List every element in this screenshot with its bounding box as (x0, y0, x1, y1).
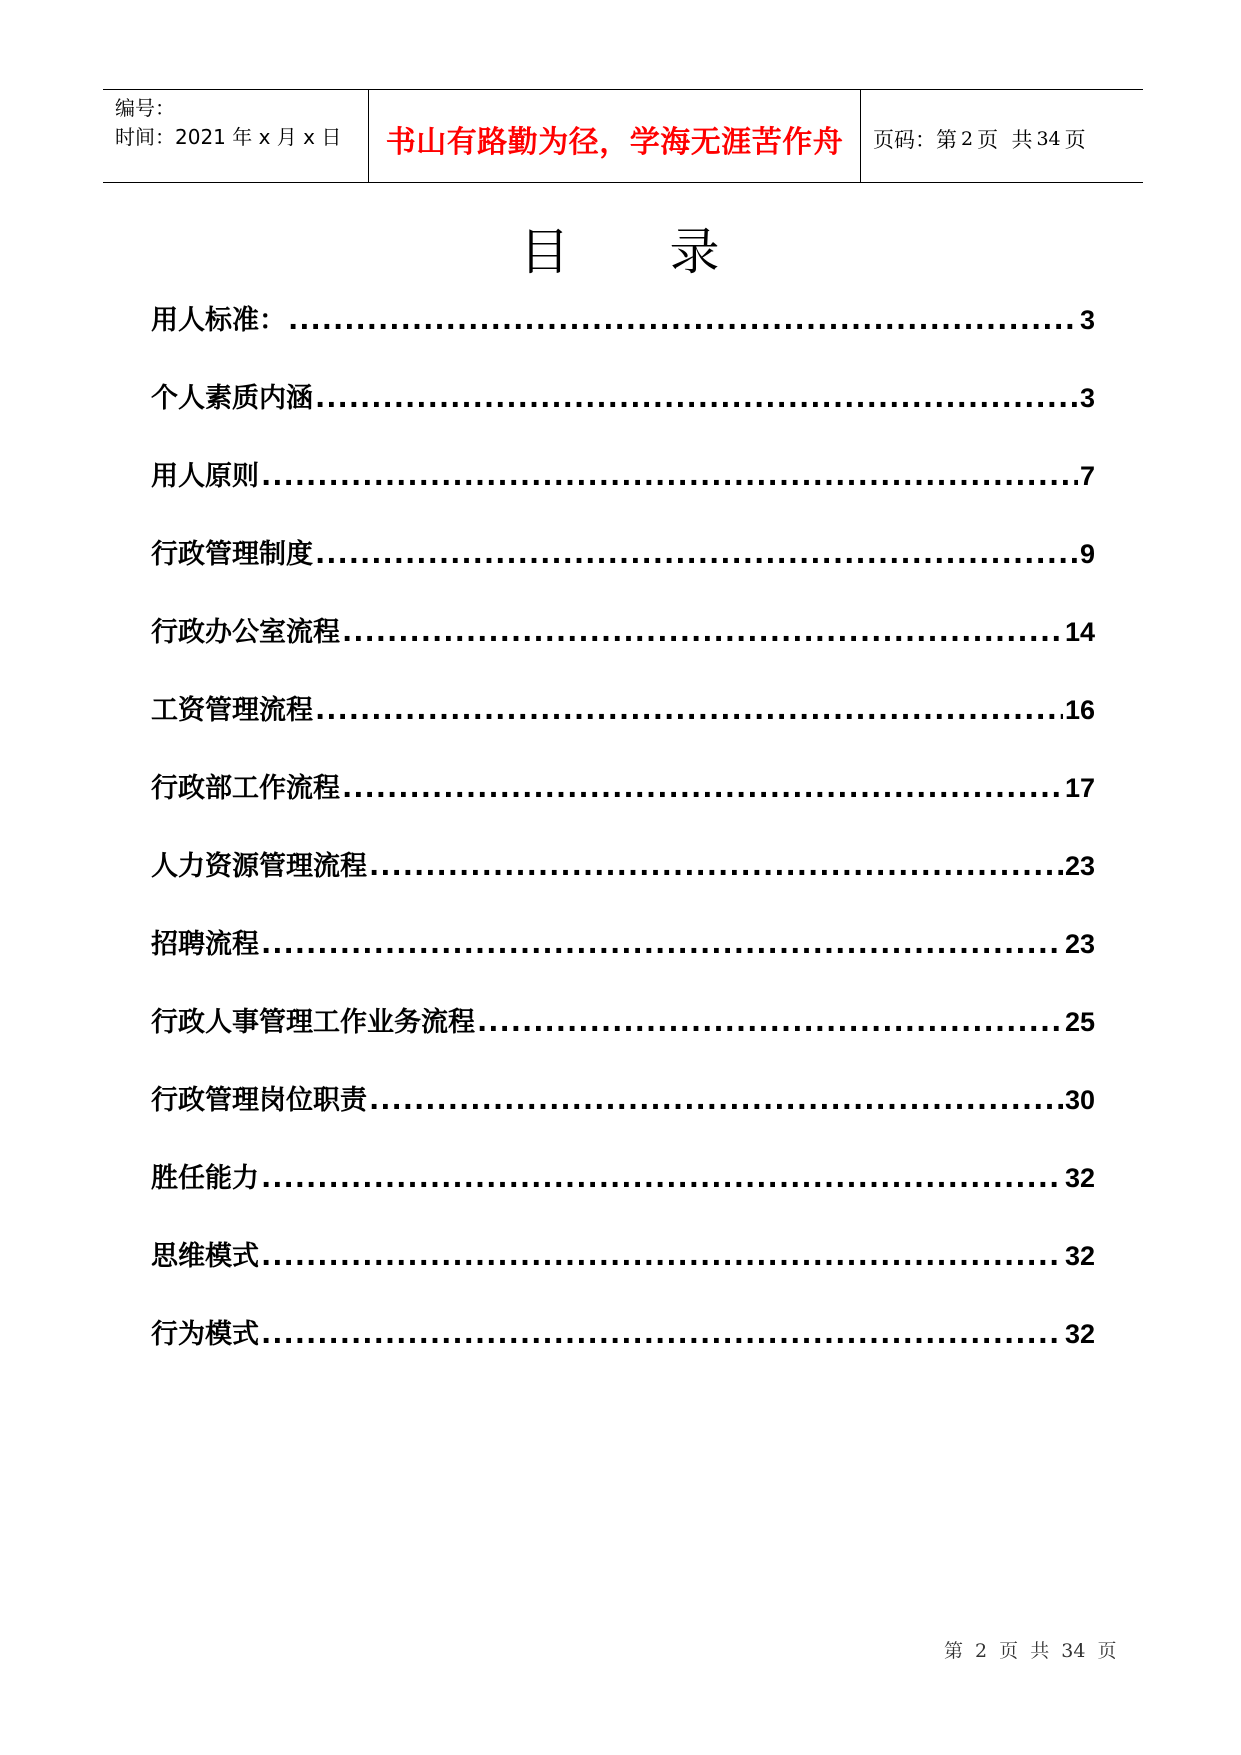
toc-entry-page-number: 30 (1064, 1085, 1095, 1115)
toc-dot-leader (261, 925, 1063, 965)
toc-dot-leader (315, 379, 1078, 419)
toc-entry-label: 行为模式 (151, 1319, 259, 1350)
toc-entry-page-number: 9 (1079, 539, 1095, 569)
toc-entry-label: 思维模式 (151, 1241, 259, 1272)
toc-entry[interactable] (151, 612, 1095, 690)
pager-total-pages: 34 (1036, 128, 1061, 150)
toc-entry[interactable] (151, 1236, 1095, 1314)
toc-entry-page-number: 32 (1064, 1319, 1095, 1349)
pager-mid: 页 共 (977, 128, 1033, 152)
toc-entry-label: 招聘流程 (151, 929, 259, 960)
toc-entry-label: 个人素质内涵 (151, 383, 313, 414)
toc-dot-leader (477, 1003, 1063, 1043)
toc-entry[interactable] (151, 1080, 1095, 1158)
toc-entry-page-number: 23 (1064, 851, 1095, 881)
page-header (103, 89, 1143, 183)
toc-dot-leader (261, 1159, 1063, 1199)
toc-title (0, 212, 1241, 284)
table-of-contents (151, 300, 1095, 1392)
toc-entry-label: 行政部工作流程 (151, 773, 340, 804)
toc-entry-label: 胜任能力 (151, 1163, 259, 1194)
toc-dot-leader (261, 1315, 1063, 1355)
toc-entry-label: 行政管理制度 (151, 539, 313, 570)
toc-entry-page-number: 3 (1079, 383, 1095, 413)
toc-entry[interactable] (151, 768, 1095, 846)
toc-dot-leader (315, 535, 1078, 575)
toc-entry-label: 行政管理岗位职责 (151, 1085, 367, 1116)
toc-entry[interactable] (151, 690, 1095, 768)
pager-suffix: 页 (1064, 128, 1086, 152)
toc-dot-leader (261, 457, 1078, 497)
toc-entry-page-number: 32 (1064, 1241, 1095, 1271)
header-info-cell (103, 90, 369, 182)
toc-entry-page-number: 25 (1064, 1007, 1095, 1037)
toc-dot-leader (261, 1237, 1063, 1277)
toc-title-char-2: 录 (669, 223, 722, 281)
page-footer: 第 2 页 共 34 页 (944, 1640, 1117, 1662)
toc-entry-label: 人力资源管理流程 (151, 851, 367, 882)
toc-entry[interactable] (151, 378, 1095, 456)
toc-dot-leader (342, 613, 1063, 653)
toc-entry-page-number: 32 (1064, 1163, 1095, 1193)
toc-entry[interactable] (151, 924, 1095, 1002)
toc-entry-label: 行政人事管理工作业务流程 (151, 1007, 475, 1038)
toc-entry-label: 用人标准： (151, 305, 286, 336)
pager-current-page: 2 (961, 128, 974, 150)
toc-entry[interactable] (151, 846, 1095, 924)
toc-entry[interactable] (151, 1314, 1095, 1392)
serial-number-label: 编号： (115, 96, 175, 120)
toc-entry-page-number: 23 (1064, 929, 1095, 959)
toc-entry-page-number: 14 (1064, 617, 1095, 647)
pager-prefix: 页码：第 (873, 128, 957, 152)
toc-entry-page-number: 3 (1079, 305, 1095, 335)
toc-title-char-1: 目 (519, 223, 572, 281)
date-text: 时间：2021 年 x 月 x 日 (115, 125, 342, 149)
toc-entry[interactable] (151, 1158, 1095, 1236)
toc-dot-leader (315, 691, 1063, 731)
toc-entry[interactable] (151, 534, 1095, 612)
toc-dot-leader (288, 301, 1078, 341)
toc-entry[interactable] (151, 456, 1095, 534)
toc-entry-label: 工资管理流程 (151, 695, 313, 726)
toc-entry[interactable] (151, 300, 1095, 378)
toc-entry-page-number: 17 (1064, 773, 1095, 803)
toc-entry[interactable] (151, 1002, 1095, 1080)
header-motto-cell (369, 90, 861, 182)
header-pager-cell (861, 90, 1143, 182)
toc-dot-leader (342, 769, 1063, 809)
toc-dot-leader (369, 847, 1063, 887)
motto-text: 书山有路勤为径，学海无涯苦作舟 (385, 125, 844, 160)
toc-dot-leader (369, 1081, 1063, 1121)
toc-entry-label: 行政办公室流程 (151, 617, 340, 648)
toc-entry-page-number: 7 (1079, 461, 1095, 491)
toc-entry-page-number: 16 (1064, 695, 1095, 725)
toc-entry-label: 用人原则 (151, 461, 259, 492)
